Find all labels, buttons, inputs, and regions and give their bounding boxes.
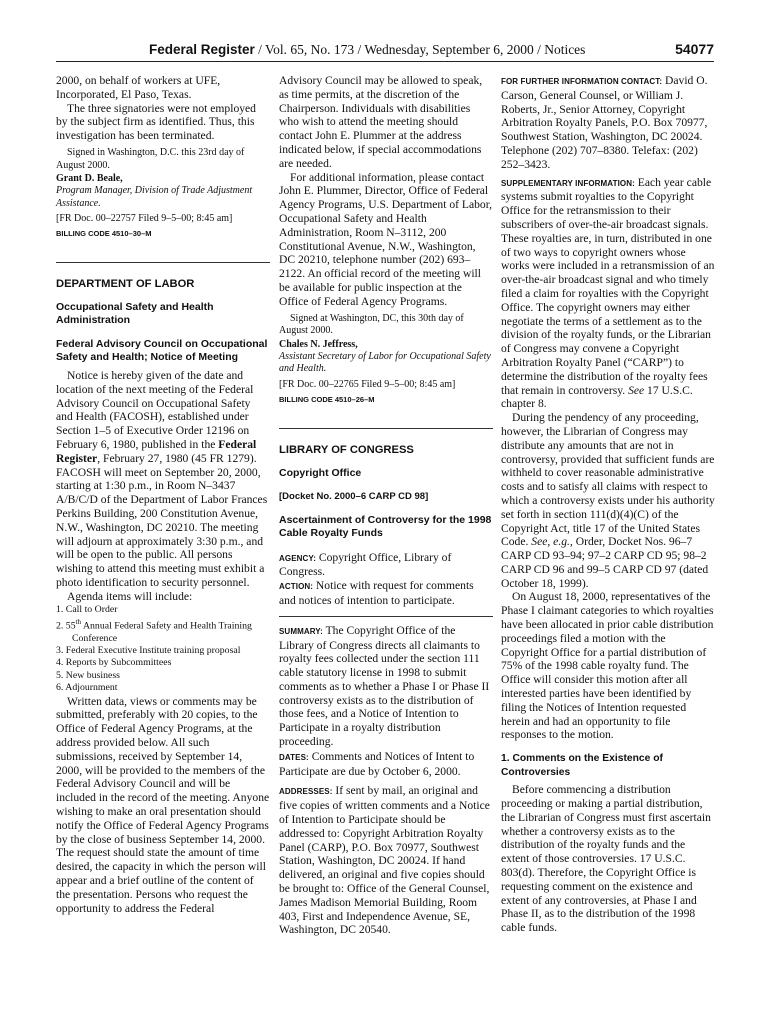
paragraph: For additional information, please contact John E. Plummer, Director, Office of Federal Agency Programs, U.S. Department of Labor, Occupational Safety and Health Administration, Room N–3112, 200 Constitutional Avenue, N.W., Washington, DC 20210, telephone number (202) 693–2122. An official record of the meeting will be available for public inspection at the Office of Federal Agency Programs. [279,170,493,308]
agenda-intro: Agenda items will include: [67,589,193,603]
journal-name: Federal Register [149,42,255,57]
list-item: 4. Reports by Subcommittees [56,657,172,669]
list-item: 2. 55th Annual Federal Safety and Health Training Conference [56,617,252,644]
signer-title: Assistant Secretary of Labor for Occupational Safety and Health. [279,350,491,375]
header-details: / Vol. 65, No. 173 / Wednesday, September 6, 2000 / Notices [254,42,586,57]
agenda-list [56,604,270,695]
subagency-heading: Occupational Safety and Health Administration [56,300,214,327]
paragraph: During the pendency of any proceeding, however, the Librarian of Congress may distribute any amounts that are not in controversy, provided that sufficient funds are withheld to cover reasonable administrative costs and to satisfy all claims with respect to which a controversy exists under his authority set forth in section 111(d)(4)(C) of the Copyright Act, title 17 of the United States Code. See, e.g., Order, Docket Nos. 96–7 CARP CD 93–94; 97–2 CARP CD 95; 98–2 CARP CD 96 and 99–5 CARP CD 97 (dated October 18, 1999). [501,411,715,590]
paragraph: Before commencing a distribution proceeding or making a partial distribution, the Librarian of Congress must first ascertain whether a controversy exists as to the distribution of the royalty funds and the extent of those controversies. 17 U.S.C. 803(d). Therefore, the Copyright Office is requesting comment on the existence and extent of any controversies, at Phase I and Phase II, as to the distribution of the 1998 cable funds. [501,783,711,935]
list-item: 1. Call to Order [56,603,118,615]
signer-name: Chales N. Jeffress, [279,338,358,350]
agency-heading: DEPARTMENT OF LABOR [56,277,195,290]
addresses-section: ADDRESSES: If sent by mail, an original and five copies of written comments and a Notice of Intention to Participate should be addressed to: Copyright Arbitration Royalty Panel (CARP), P.O. Box 70977, Southwest Station, Washington, DC 20024. If hand delivered, an original and five copies should be brought to: Office of the General Counsel, James Madison Memorial Building, Room 403, First and Independence Avenue, SE, Washington, DC 20540. [279,784,490,937]
subagency-heading: Copyright Office [279,466,362,479]
billing-code: BILLING CODE 4510–26–M [279,394,375,404]
paragraph: Written data, views or comments may be submitted, preferably with 20 copies, to the Office of Federal Agency Programs, at the address provided below. All such submissions, received by September 14, 2000, will be provided to the members of the Federal Advisory Council and will be included in the record of the meeting. Anyone wishing to make an oral presentation should notify the Office of Federal Agency Programs by the close of business September 14, 2000. The request should state the amount of time desired, the capacity in which the person will appear and a brief outline of the content of the presentation. Persons who request the opportunity to address the Federal [56,694,270,915]
paragraph: Advisory Council may be allowed to speak, as time permits, at the discretion of the Chairperson. Individuals with disabilities who wish to attend the meeting should contact John E. Plummer at the address indicated below, if special accommodations are needed. [279,74,483,170]
signer-title: Program Manager, Division of Trade Adjustment Assistance. [56,185,253,209]
summary-section: SUMMARY: The Copyright Office of the Library of Congress directs all claimants to royalty fees collected under the section 111 cable statutory license in 1998 to submit comments as to whether a Phase I or Phase II controversy exists as to the distribution of those fees, and a Notice of Intention to Participate in a royalty distribution proceeding. [279,623,490,749]
signature-line: Signed in Washington, D.C. this 23rd day of August 2000. [56,146,245,171]
agency-heading: LIBRARY OF CONGRESS [279,443,414,456]
section-divider [279,428,493,429]
paragraph: 2000, on behalf of workers at UFE, Incorporated, El Paso, Texas. [56,74,221,101]
signer-name: Grant D. Beale, [56,173,123,185]
fr-doc-line: [FR Doc. 00–22765 Filed 9–5–00; 8:45 am] [279,378,456,390]
page-number: 54077 [675,41,714,57]
document-title: Ascertainment of Controversy for the 1998 Cable Royalty Funds [279,513,492,540]
section-divider [279,616,493,617]
column-3 [501,74,715,935]
supplementary-section: SUPPLEMENTARY INFORMATION: Each year cable systems submit royalties to the Copyright Office for the retransmission to their subscribers of over-the-air broadcast signals. These royalties are, in turn, distributed in one of two ways to copyright owners whose works were included in a retransmission of an over-the-air broadcast signal and who timely filed a claim for royalties with the Copyright Office. The copyright owners may either negotiate the terms of a settlement as to the division of the royalty funds, or the Librarian of Congress may convene a Copyright Arbitration Royalty Panel (“CARP”) to determine the distribution of the royalty fees that remain in controversy. See 17 U.S.C. chapter 8. [501,175,715,411]
paragraph: Notice is hereby given of the date and location of the next meeting of the Federal Advisory Council on Occupational Safety and Health (FACOSH), established under Section 1–5 of Executive Order 12196 on February 6, 1980, published in the Federal Register, February 27, 1980 (45 FR 1279). FACOSH will meet on September 20, 2000, starting at 1:30 p.m., in Room N–3437 A/B/C/D of the Department of Labor Frances Perkins Building, 200 Constitution Avenue, N.W., Washington, DC 20210. The meeting will adjourn at approximately 3:30 p.m., and will be open to the public. All persons wishing to attend this meeting must exhibit a photo identification to security personnel. [56,368,268,589]
list-item: 5. New business [56,669,120,681]
running-header [56,41,714,62]
list-item: 3. Federal Executive Institute training proposal [56,644,241,656]
document-title: Federal Advisory Council on Occupational Safety and Health; Notice of Meeting [56,337,268,364]
action-section: ACTION: Notice with request for comments and notices of intention to participate. [279,579,474,607]
contact-section: FOR FURTHER INFORMATION CONTACT: David O. Carson, General Counsel, or William J. Roberts, Jr., Senior Attorney, Copyright Arbitration Royalty Panels, P.O. Box 70977, Southwest Station, Washington, DC 20024. Telephone (202) 707–8380. Telefax: (202) 252–3423. [501,74,708,171]
section-heading: 1. Comments on the Existence of Controversies [501,753,663,778]
column-2 [279,74,493,937]
section-divider [56,262,270,263]
header-title [149,42,585,58]
billing-code: BILLING CODE 4510–30–M [56,228,152,238]
signature-line: Signed at Washington, DC, this 30th day of August 2000. [279,312,464,337]
paragraph: The three signatories were not employed by the subject firm as identified. Thus, this investigation has been terminated. [56,101,256,143]
paragraph: On August 18, 2000, representatives of the Phase I claimant categories to which royalties have been allocated in prior cable distribution proceedings filed a motion with the Copyright Office for a partial distribution of 75% of the 1998 cable royalty fund. The Office will consider this motion after all interested parties have been identified by filing the Notices of Intention requested herein and had an opportunity to file responses to the motion. [501,590,714,742]
list-item: 6. Adjournment [56,682,118,694]
dates-section: DATES: Comments and Notices of Intent to Participate are due by October 6, 2000. [279,749,475,778]
agency-section: AGENCY: Copyright Office, Library of Congress. [279,550,452,579]
docket-number: [Docket No. 2000–6 CARP CD 98] [279,491,429,503]
fr-doc-line: [FR Doc. 00–22757 Filed 9–5–00; 8:45 am] [56,213,233,225]
column-1 [56,74,270,915]
